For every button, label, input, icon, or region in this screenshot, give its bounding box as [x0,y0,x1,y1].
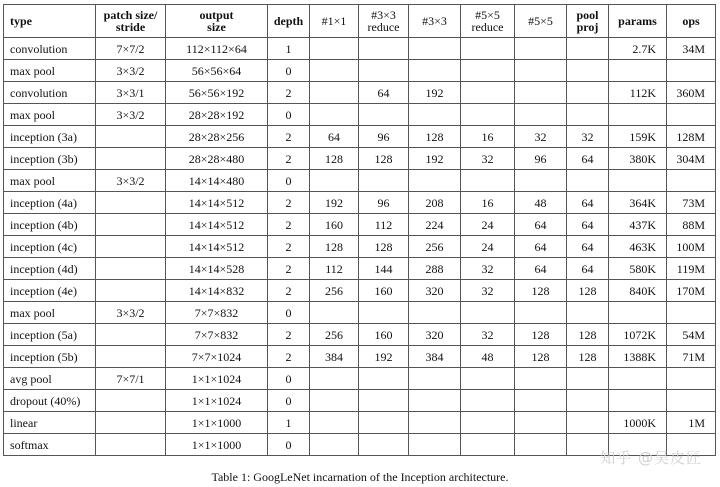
header-5x5-reduce [461,5,515,38]
cell-pool-proj: 64 [567,192,609,214]
table-row [4,324,716,346]
cell-1x1 [310,434,359,456]
cell-1x1: 256 [310,280,359,302]
cell-1x1 [310,170,359,192]
cell-ops: 34M [667,38,716,60]
cell-ops: 360M [667,82,716,104]
cell-ops: 119M [667,258,716,280]
cell-5x5-reduce: 16 [461,192,515,214]
cell-ops [667,170,716,192]
header-output-line1: output [199,8,234,22]
cell-3x3: 288 [409,258,461,280]
cell-depth: 1 [268,412,310,434]
cell-type: inception (5b) [4,346,96,368]
cell-1x1 [310,104,359,126]
cell-type: inception (3a) [4,126,96,148]
cell-depth: 0 [268,390,310,412]
cell-pool-proj [567,412,609,434]
header-3x3-reduce-line1: #3×3 [371,8,396,22]
cell-type: dropout (40%) [4,390,96,412]
header-params: params [609,5,667,38]
table-row [4,412,716,434]
cell-depth: 2 [268,214,310,236]
cell-patch-stride [96,126,166,148]
cell-pool-proj [567,60,609,82]
cell-5x5 [515,60,567,82]
cell-1x1: 192 [310,192,359,214]
cell-1x1: 112 [310,258,359,280]
cell-type: max pool [4,170,96,192]
cell-1x1 [310,302,359,324]
cell-pool-proj [567,368,609,390]
cell-5x5: 128 [515,324,567,346]
cell-pool-proj [567,302,609,324]
cell-depth: 2 [268,148,310,170]
cell-params [609,390,667,412]
cell-patch-stride: 3×3/2 [96,60,166,82]
cell-output-size: 1×1×1024 [166,390,268,412]
cell-pool-proj: 64 [567,258,609,280]
cell-5x5 [515,390,567,412]
cell-1x1 [310,390,359,412]
cell-depth: 2 [268,126,310,148]
cell-output-size: 14×14×512 [166,192,268,214]
cell-ops: 100M [667,236,716,258]
cell-patch-stride [96,236,166,258]
cell-3x3-reduce: 160 [359,280,409,302]
cell-output-size: 14×14×832 [166,280,268,302]
cell-5x5-reduce: 32 [461,148,515,170]
cell-params: 380K [609,148,667,170]
cell-patch-stride: 7×7/1 [96,368,166,390]
cell-depth: 2 [268,324,310,346]
cell-depth: 1 [268,38,310,60]
cell-output-size: 14×14×512 [166,214,268,236]
cell-1x1 [310,412,359,434]
cell-3x3: 208 [409,192,461,214]
cell-pool-proj: 128 [567,324,609,346]
watermark: 知乎 @吴皮匠 [600,449,702,467]
cell-3x3-reduce [359,390,409,412]
table-row [4,192,716,214]
header-5x5: #5×5 [515,5,567,38]
cell-3x3-reduce: 96 [359,192,409,214]
architecture-table [3,4,716,456]
cell-depth: 2 [268,82,310,104]
cell-3x3-reduce: 112 [359,214,409,236]
cell-3x3-reduce: 96 [359,126,409,148]
cell-3x3-reduce [359,170,409,192]
table-row [4,148,716,170]
cell-5x5: 128 [515,346,567,368]
cell-pool-proj [567,170,609,192]
cell-1x1: 128 [310,236,359,258]
cell-ops: 304M [667,148,716,170]
cell-3x3: 192 [409,82,461,104]
cell-pool-proj: 128 [567,280,609,302]
cell-params: 364K [609,192,667,214]
cell-1x1 [310,38,359,60]
cell-patch-stride: 3×3/2 [96,302,166,324]
cell-3x3 [409,434,461,456]
cell-1x1: 256 [310,324,359,346]
cell-patch-stride [96,192,166,214]
cell-3x3-reduce [359,38,409,60]
cell-depth: 0 [268,60,310,82]
cell-3x3 [409,170,461,192]
cell-pool-proj [567,390,609,412]
cell-5x5: 64 [515,236,567,258]
cell-output-size: 14×14×480 [166,170,268,192]
cell-5x5 [515,368,567,390]
cell-3x3 [409,60,461,82]
cell-depth: 0 [268,302,310,324]
cell-5x5-reduce [461,368,515,390]
cell-pool-proj: 64 [567,148,609,170]
cell-3x3-reduce: 128 [359,148,409,170]
cell-ops [667,390,716,412]
table-row [4,126,716,148]
cell-3x3 [409,390,461,412]
cell-type: convolution [4,82,96,104]
cell-params: 437K [609,214,667,236]
cell-3x3: 320 [409,280,461,302]
cell-params: 1388K [609,346,667,368]
cell-params [609,368,667,390]
cell-depth: 0 [268,104,310,126]
cell-output-size: 14×14×528 [166,258,268,280]
cell-params: 580K [609,258,667,280]
cell-type: inception (4d) [4,258,96,280]
cell-5x5-reduce [461,390,515,412]
cell-5x5: 96 [515,148,567,170]
cell-5x5-reduce [461,434,515,456]
cell-1x1: 64 [310,126,359,148]
cell-params [609,302,667,324]
cell-patch-stride: 3×3/2 [96,170,166,192]
cell-3x3-reduce: 144 [359,258,409,280]
cell-type: inception (4e) [4,280,96,302]
cell-depth: 2 [268,280,310,302]
cell-type: max pool [4,302,96,324]
table-caption: Table 1: GoogLeNet incarnation of the Inception architecture. [211,470,509,484]
cell-1x1 [310,368,359,390]
cell-5x5-reduce: 48 [461,346,515,368]
cell-patch-stride: 3×3/2 [96,104,166,126]
cell-1x1 [310,60,359,82]
cell-type: inception (5a) [4,324,96,346]
cell-type: max pool [4,60,96,82]
cell-5x5-reduce [461,82,515,104]
cell-depth: 0 [268,368,310,390]
table-row [4,280,716,302]
cell-pool-proj: 32 [567,126,609,148]
cell-patch-stride [96,280,166,302]
cell-patch-stride [96,324,166,346]
cell-ops: 170M [667,280,716,302]
cell-5x5-reduce: 16 [461,126,515,148]
cell-ops [667,302,716,324]
cell-1x1: 384 [310,346,359,368]
cell-3x3-reduce: 192 [359,346,409,368]
cell-1x1: 128 [310,148,359,170]
cell-5x5 [515,82,567,104]
table-row [4,236,716,258]
cell-5x5 [515,38,567,60]
cell-5x5 [515,170,567,192]
table-row [4,368,716,390]
cell-ops: 71M [667,346,716,368]
cell-pool-proj: 64 [567,236,609,258]
cell-3x3-reduce [359,412,409,434]
cell-5x5 [515,412,567,434]
cell-3x3 [409,412,461,434]
header-row [4,5,716,38]
cell-params: 2.7K [609,38,667,60]
table-row [4,258,716,280]
cell-patch-stride [96,412,166,434]
header-pool-proj [567,5,609,38]
header-1x1: #1×1 [310,5,359,38]
cell-1x1 [310,82,359,104]
cell-output-size: 28×28×256 [166,126,268,148]
cell-depth: 2 [268,192,310,214]
cell-5x5-reduce: 32 [461,258,515,280]
cell-5x5-reduce [461,170,515,192]
cell-ops [667,60,716,82]
cell-1x1: 160 [310,214,359,236]
cell-patch-stride [96,214,166,236]
cell-5x5-reduce: 24 [461,214,515,236]
cell-5x5-reduce [461,412,515,434]
cell-5x5: 64 [515,258,567,280]
cell-patch-stride [96,258,166,280]
cell-type: inception (4a) [4,192,96,214]
cell-3x3 [409,302,461,324]
cell-depth: 2 [268,346,310,368]
cell-type: avg pool [4,368,96,390]
cell-3x3: 224 [409,214,461,236]
cell-pool-proj [567,104,609,126]
header-3x3-reduce-line2: reduce [367,20,400,34]
cell-type: softmax [4,434,96,456]
cell-output-size: 56×56×192 [166,82,268,104]
cell-ops: 1M [667,412,716,434]
header-patch-line2: stride [115,20,146,34]
header-output-line2: size [207,20,226,34]
cell-5x5-reduce [461,60,515,82]
cell-3x3: 256 [409,236,461,258]
cell-5x5-reduce: 32 [461,324,515,346]
cell-5x5: 32 [515,126,567,148]
cell-5x5-reduce: 32 [461,280,515,302]
cell-3x3-reduce: 64 [359,82,409,104]
cell-patch-stride [96,346,166,368]
cell-type: max pool [4,104,96,126]
cell-3x3-reduce [359,434,409,456]
cell-3x3-reduce [359,368,409,390]
cell-5x5 [515,302,567,324]
header-pool-line1: pool [576,8,599,22]
header-ops: ops [667,5,716,38]
header-3x3: #3×3 [409,5,461,38]
cell-params: 1072K [609,324,667,346]
cell-params: 112K [609,82,667,104]
header-3x3-reduce [359,5,409,38]
cell-output-size: 7×7×1024 [166,346,268,368]
cell-output-size: 56×56×64 [166,60,268,82]
cell-params: 1000K [609,412,667,434]
table-row [4,214,716,236]
cell-params [609,170,667,192]
cell-pool-proj: 64 [567,214,609,236]
table-row [4,104,716,126]
table-row [4,346,716,368]
cell-pool-proj [567,38,609,60]
cell-output-size: 1×1×1000 [166,412,268,434]
cell-ops [667,368,716,390]
cell-3x3: 320 [409,324,461,346]
cell-output-size: 7×7×832 [166,324,268,346]
cell-5x5-reduce [461,38,515,60]
cell-params: 463K [609,236,667,258]
cell-params [609,104,667,126]
cell-type: inception (4b) [4,214,96,236]
cell-3x3 [409,38,461,60]
cell-3x3-reduce: 128 [359,236,409,258]
cell-depth: 2 [268,236,310,258]
cell-3x3: 384 [409,346,461,368]
cell-3x3-reduce: 160 [359,324,409,346]
cell-output-size: 28×28×192 [166,104,268,126]
table-row [4,302,716,324]
cell-3x3: 128 [409,126,461,148]
cell-depth: 0 [268,434,310,456]
cell-ops: 88M [667,214,716,236]
cell-output-size: 7×7×832 [166,302,268,324]
cell-patch-stride: 3×3/1 [96,82,166,104]
cell-patch-stride [96,390,166,412]
cell-3x3 [409,368,461,390]
header-output-size [166,5,268,38]
table-row [4,390,716,412]
cell-output-size: 28×28×480 [166,148,268,170]
cell-ops [667,104,716,126]
cell-5x5 [515,104,567,126]
cell-5x5-reduce [461,302,515,324]
cell-5x5-reduce [461,104,515,126]
table-body [4,38,716,456]
cell-pool-proj [567,82,609,104]
cell-type: linear [4,412,96,434]
cell-output-size: 14×14×512 [166,236,268,258]
cell-type: inception (4c) [4,236,96,258]
cell-type: inception (3b) [4,148,96,170]
cell-depth: 2 [268,258,310,280]
cell-patch-stride [96,434,166,456]
header-5x5-reduce-line1: #5×5 [475,8,500,22]
cell-ops: 54M [667,324,716,346]
cell-3x3-reduce [359,104,409,126]
header-pool-line2: proj [576,20,599,34]
cell-3x3-reduce [359,302,409,324]
cell-depth: 0 [268,170,310,192]
cell-3x3: 192 [409,148,461,170]
header-patch-size-stride [96,5,166,38]
cell-params: 840K [609,280,667,302]
cell-params: 159K [609,126,667,148]
table-row [4,170,716,192]
cell-3x3-reduce [359,60,409,82]
header-patch-line1: patch size/ [103,8,158,22]
cell-type: convolution [4,38,96,60]
table-row [4,82,716,104]
cell-5x5: 48 [515,192,567,214]
table-row [4,60,716,82]
cell-ops: 128M [667,126,716,148]
cell-3x3 [409,104,461,126]
cell-5x5 [515,434,567,456]
cell-5x5-reduce: 24 [461,236,515,258]
header-depth: depth [268,5,310,38]
cell-patch-stride [96,148,166,170]
header-5x5-reduce-line2: reduce [471,20,504,34]
cell-patch-stride: 7×7/2 [96,38,166,60]
table-row [4,38,716,60]
cell-output-size: 1×1×1024 [166,368,268,390]
header-type: type [4,5,96,38]
cell-5x5: 128 [515,280,567,302]
cell-output-size: 1×1×1000 [166,434,268,456]
cell-output-size: 112×112×64 [166,38,268,60]
cell-params [609,60,667,82]
cell-5x5: 64 [515,214,567,236]
cell-ops: 73M [667,192,716,214]
cell-pool-proj: 128 [567,346,609,368]
